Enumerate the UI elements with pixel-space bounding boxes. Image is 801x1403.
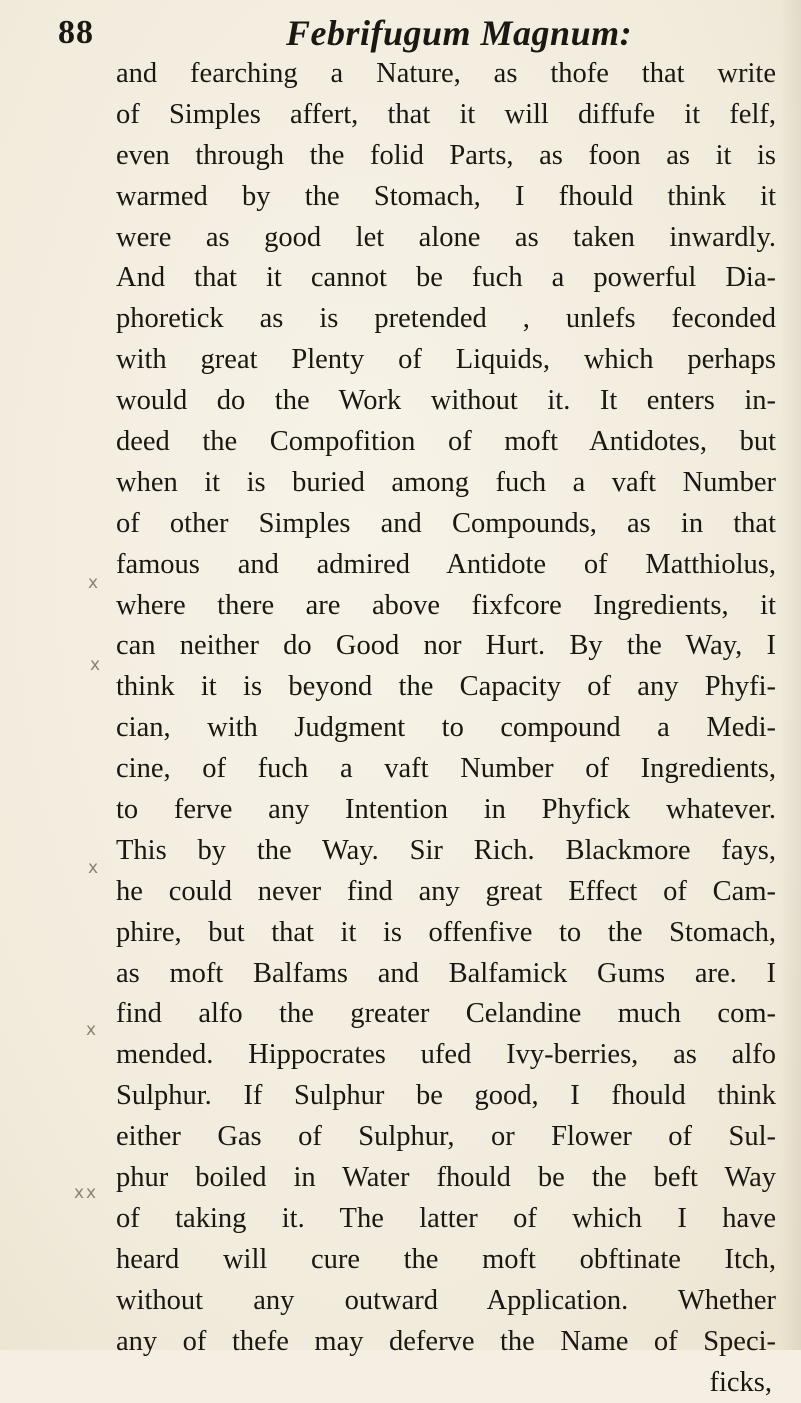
text-line: of other Simples and Compounds, as in that xyxy=(116,504,776,545)
text-line: phoretick as is pretended , unlefs feconded xyxy=(116,299,776,340)
text-line: would do the Work without it. It enters in- xyxy=(116,381,776,422)
text-line: to ferve any Intention in Phyfick whatever. xyxy=(116,790,776,831)
text-line: and fearching a Nature, as thofe that write xyxy=(116,54,776,95)
text-line: famous and admired Antidote of Matthiolus, xyxy=(116,545,776,586)
text-line: as moft Balfams and Balfamick Gums are. I xyxy=(116,954,776,995)
text-line: heard will cure the moft obftinate Itch, xyxy=(116,1240,776,1281)
running-head xyxy=(58,8,748,56)
text-line: can neither do Good nor Hurt. By the Way, I xyxy=(116,626,776,667)
text-line: when it is buried among fuch a vaft Number xyxy=(116,463,776,504)
margin-mark: x xyxy=(86,1183,96,1203)
text-line: phur boiled in Water fhould be the beft Way xyxy=(116,1158,776,1199)
text-line: phire, but that it is offenfive to the Stomach, xyxy=(116,913,776,954)
text-line: of Simples affert, that it will diffufe it felf, xyxy=(116,95,776,136)
margin-mark: x xyxy=(90,655,100,675)
catchword: ficks, xyxy=(116,1363,776,1403)
margin-mark: x xyxy=(88,858,98,878)
margin-mark: x xyxy=(86,1020,96,1040)
text-line: where there are above fixfcore Ingredients, it xyxy=(116,586,776,627)
text-line: he could never find any great Effect of Cam- xyxy=(116,872,776,913)
text-line: And that it cannot be fuch a powerful Dia- xyxy=(116,258,776,299)
body-text xyxy=(116,54,776,1403)
text-line: think it is beyond the Capacity of any Phyfi- xyxy=(116,667,776,708)
running-title: Febrifugum Magnum: xyxy=(286,12,632,54)
text-line: This by the Way. Sir Rich. Blackmore fays, xyxy=(116,831,776,872)
margin-annotations xyxy=(0,0,110,1350)
text-line: were as good let alone as taken inwardly. xyxy=(116,218,776,259)
text-line: deed the Compofition of moft Antidotes, but xyxy=(116,422,776,463)
margin-mark: x xyxy=(74,1183,84,1203)
page-number: 88 xyxy=(58,14,94,52)
text-line: find alfo the greater Celandine much com- xyxy=(116,994,776,1035)
text-line: mended. Hippocrates ufed Ivy-berries, as alfo xyxy=(116,1035,776,1076)
text-line: with great Plenty of Liquids, which perhaps xyxy=(116,340,776,381)
text-line: cian, with Judgment to compound a Medi- xyxy=(116,708,776,749)
text-line: even through the folid Parts, as foon as it is xyxy=(116,136,776,177)
text-line: any of thefe may deferve the Name of Speci- xyxy=(116,1322,776,1363)
text-line: cine, of fuch a vaft Number of Ingredients, xyxy=(116,749,776,790)
text-line: of taking it. The latter of which I have xyxy=(116,1199,776,1240)
text-line: without any outward Application. Whether xyxy=(116,1281,776,1322)
text-line: either Gas of Sulphur, or Flower of Sul- xyxy=(116,1117,776,1158)
margin-mark: x xyxy=(88,573,98,593)
text-line: Sulphur. If Sulphur be good, I fhould think xyxy=(116,1076,776,1117)
page-edge-shadow xyxy=(779,0,801,1350)
text-line: warmed by the Stomach, I fhould think it xyxy=(116,177,776,218)
